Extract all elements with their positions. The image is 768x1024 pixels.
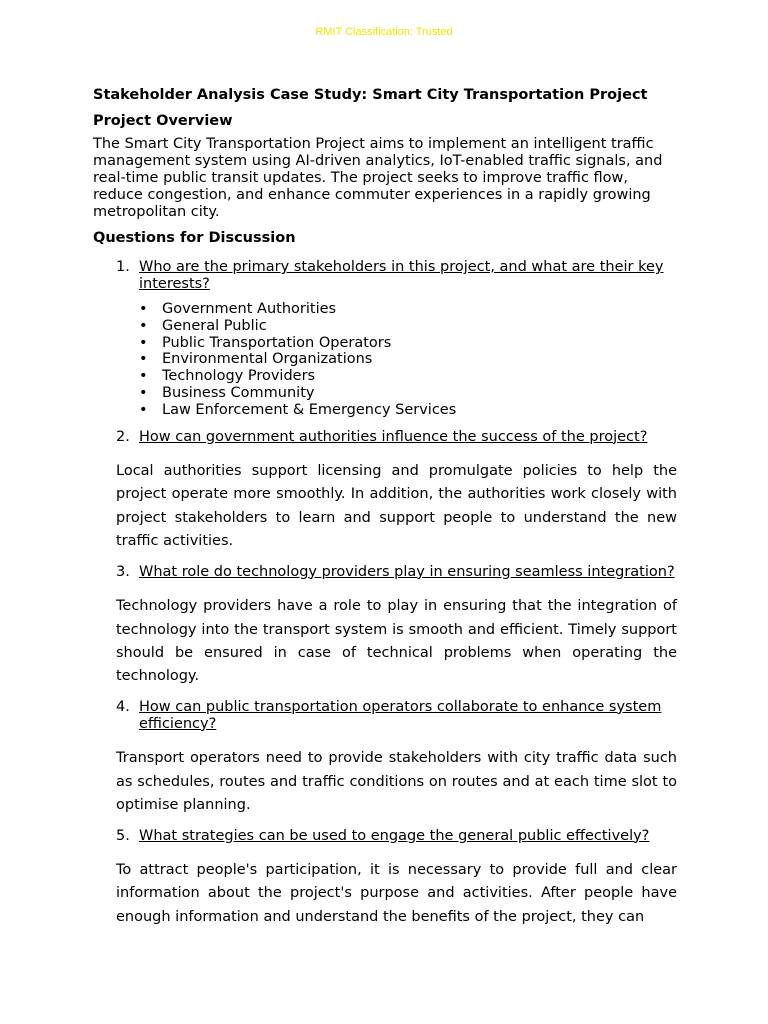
document-title: Stakeholder Analysis Case Study: Smart City Transportation Project [93,87,648,103]
question-text: How can public transportation operators collaborate to enhance system efficiency? [139,698,662,732]
list-item: • General Public [139,317,267,334]
stakeholder-list [93,301,677,419]
question-number: 3. [116,563,130,580]
list-item: • Law Enforcement & Emergency Services [139,401,457,418]
answer-3: Technology providers have a role to play in ensuring that the integration of technology into the transport system is smooth and efficient. Timely support should be ensured in case of technical problems when operating the technology. [116,598,677,685]
bullet-icon: • [139,317,148,334]
bullet-icon: • [139,401,148,418]
list-item: • Environmental Organizations [139,351,373,368]
bullet-icon: • [139,351,148,368]
question-text: How can government authorities influence the success of the project? [139,428,648,445]
question-number: 5. [116,827,130,844]
list-item: • Business Community [139,384,315,401]
bullet-icon: • [139,334,148,351]
bullet-icon: • [139,368,148,385]
answer-5: To attract people's participation, it is necessary to provide full and clear information about the project's purpose and activities. After people have enough information and understand the benefits of the project, they can [116,862,677,925]
discussion-heading: Questions for Discussion [93,230,296,246]
bullet-icon: • [139,301,148,317]
overview-heading: Project Overview [93,113,233,129]
question-1 [93,259,677,293]
overview-text: The Smart City Transportation Project aims to implement an intelligent traffic management system using AI-driven analytics, IoT-enabled traffic signals, and real-time public transit updates. The project seeks to improve traffic flow, reduce congestion, and enhance commuter experiences in a rapidly growing metropolitan city. [93,136,663,220]
list-item: • Public Transportation Operators [139,334,392,351]
question-5 [93,828,677,845]
answer-4: Transport operators need to provide stakeholders with city traffic data such as schedules, routes and traffic conditions on routes and at each time slot to optimise planning. [116,750,677,814]
question-2 [93,429,677,446]
question-text: What strategies can be used to engage the general public effectively? [139,827,650,844]
document-page [93,84,677,933]
question-4 [93,699,677,733]
bullet-icon: • [139,384,148,401]
classification-label: RMIT Classification: Trusted [315,26,453,38]
question-text: What role do technology providers play in ensuring seamless integration? [139,563,675,580]
list-item: • Technology Providers [139,368,316,385]
question-3 [93,564,677,581]
list-item: • Government Authorities [139,301,337,317]
question-number: 1. [116,259,130,275]
question-text: Who are the primary stakeholders in this project, and what are their key interests? [139,259,664,292]
question-number: 4. [116,698,130,715]
question-number: 2. [116,428,130,445]
answer-2: Local authorities support licensing and promulgate policies to help the project operate more smoothly. In addition, the authorities work closely with project stakeholders to learn and support people to understand the new traffic activities. [116,463,677,550]
